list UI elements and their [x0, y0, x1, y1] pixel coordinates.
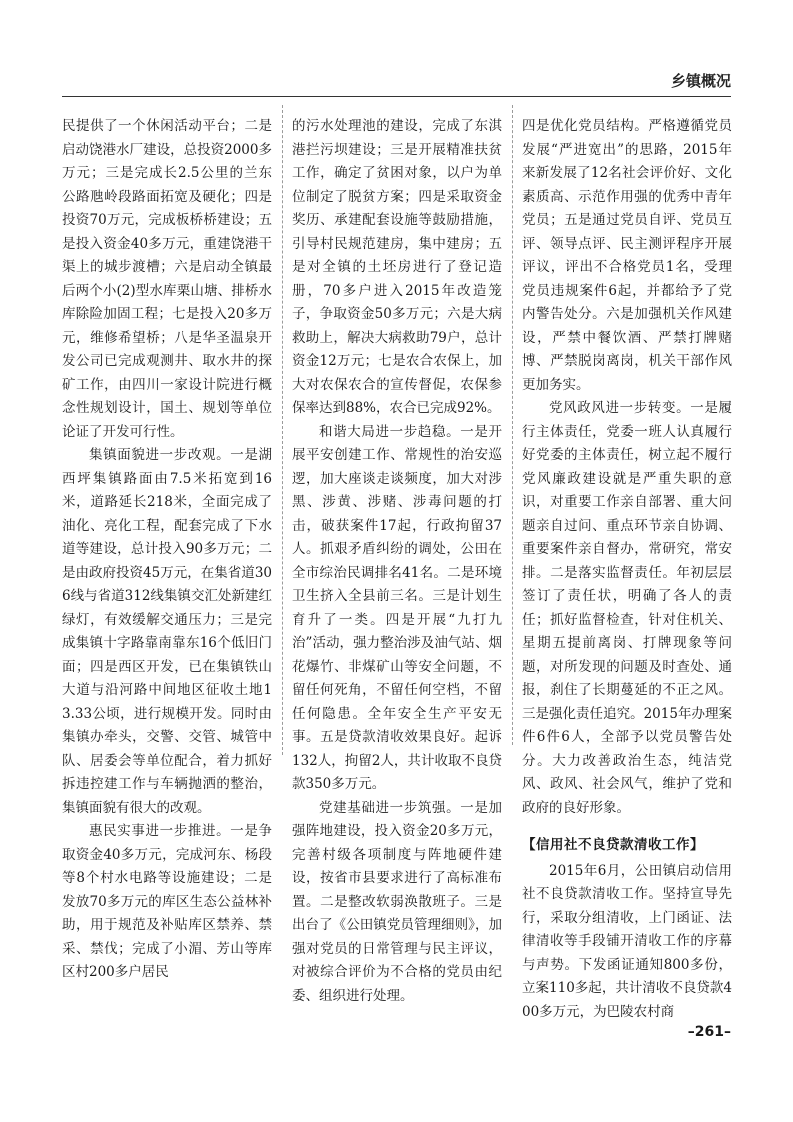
paragraph: 民提供了一个休闲活动平台；二是启动饶港水厂建设，总投资2000多万元；三是完成长2.5公里的兰东公路虺岭段路面拓宽及硬化；四是投资70万元，完成板桥桥建设；五是投入资金40多万元，重建饶港干渠上的城步渡槽；六是启动全镇最后两个小(2)型水库栗山塘、排桥水库除险加固工程；七是投入20多万元，维修希望桥；八是华圣温泉开发公司已完成观测井、取水井的探矿工作，由四川一家设计院进行概念性规划设计，国土、规划等单位论证了开发可行性。: [62, 118, 272, 440]
section-heading: 【信用社不良贷款清收工作】: [522, 837, 704, 853]
column-divider-2: [512, 105, 513, 745]
paragraph: 和谐大局进一步趋稳。一是开展平安创建工作、常规性的治安巡逻，加大座谈走谈频度，加大对涉黑、涉黄、涉赌、涉毒问题的打击，破获案件17起，行政拘留37人。抓艰矛盾纠纷的调处，公田在全市综治民调排名41名。二是环境卫生挤入全县前三名。三是计划生育升了一类。四是开展“九打九治”活动，强力整治涉及油气站、烟花爆竹、非煤矿山等安全问题，不留任何死角，不留任何空档，不留任何隐患。全年安全生产平安无事。五是贷款清收效果良好。起诉132人，拘留2人，共计收取不良贷款350多万元。: [292, 423, 502, 792]
column-divider-1: [282, 105, 283, 755]
paragraph: 党建基础进一步筑强。一是加强阵地建设，投入资金20多万元，完善村级各项制度与阵地硬件建设，按省市县要求进行了高标准布置。二是整改软弱涣散班子。三是出台了《公田镇党员管理细则》，加强对党员的日常管理与民主评议，对被综合评价为不合格的党员由纪委、组织进行处理。: [292, 799, 502, 1004]
page-number: –261–: [687, 1024, 731, 1040]
text-column-1: [62, 115, 272, 985]
text-column-2: [292, 115, 502, 1008]
paragraph: 2015年6月，公田镇启动信用社不良贷款清收工作。坚持宣导先行，采取分组清收，上门函证、法律清收等手段铺开清收工作的序幕与声势。下发函证通知800多份，立案110多起，共计清收不良贷款400多万元，为巴陵农村商: [522, 862, 732, 1020]
paragraph: 的污水处理池的建设，完成了东淇港拦污坝建设；三是开展精准扶贫工作，确定了贫困对象，以户为单位制定了脱贫方案；四是采取资金奖历、承建配套设施等鼓励措施，引导村民规范建房，集中建房；五是对全镇的土坯房进行了登记造册，70多户进入2015年改造笼子，争取资金50多万元；六是大病救助上，解决大病救助79户，总计资金12万元；七是农合农保上，加大对农保农合的宣传督促，农保参保率达到88%，农合已完成92%。: [292, 118, 502, 416]
page-header-title: 乡镇概况: [670, 72, 731, 90]
paragraph: 四是优化党员结构。严格遵循党员发展“严进宽出”的思路，2015年来新发展了12名社会评价好、文化素质高、示范作用强的优秀中青年党员；五是通过党员自评、党员互评、领导点评、民主测评程序开展评议，评出不合格党员1名，受理党员违规案件6起，并都给予了党内警告处分。六是加强机关作风建设，严禁中餐饮酒、严禁打牌赌博、严禁脱岗离岗，机关干部作风更加务实。: [522, 118, 732, 393]
paragraph: 集镇面貌进一步改观。一是湖西坪集镇路面由7.5米拓宽到16米，道路延长218米，全面完成了油化、亮化工程，配套完成了下水道等建设，总计投入90多万元；二是由政府投资45万元，在集省道306线与省道312线集镇交汇处新建红绿灯，有效缓解交通压力；三是完成集镇十字路靠南靠东16个低旧门面；四是西区开发，已在集镇铁山大道与沿河路中间地区征收土地13.33公顷，进行规模开发。同时由集镇办牵头，交警、交管、城管中队、居委会等单位配合，着力抓好拆违控建工作与车辆抛洒的整治，集镇面貌有很大的改观。: [62, 447, 272, 816]
text-column-3: [522, 115, 732, 1024]
paragraph: 党风政风进一步转变。一是履行主体责任，党委一班人认真履行好党委的主体责任，树立起不履行党风廉政建设就是严重失职的意识，对重要工作亲自部署、重大问题亲自过问、重点环节亲自协调、重要案件亲自督办，常研究，常安排。二是落实监督责任。年初层层签订了责任状，明确了各人的责任；抓好监督检查，针对住机关、星期五提前离岗、打牌现象等问题，对所发现的问题及时查处、通报，刹住了长期蔓延的不正之风。三是强化责任追究。2015年办理案件6件6人，全部予以党员警告处分。大力改善政治生态，纯洁党风、政风、社会风气，维护了党和政府的良好形象。: [522, 400, 732, 816]
header-divider: [62, 96, 731, 97]
paragraph: 惠民实事进一步推进。一是争取资金40多万元，完成河东、杨段等8个村水电路等设施建设；二是发放70多万元的库区生态公益林补助，用于规范及补贴库区禁养、禁采、禁伐；完成了小湄、芳山等库区村200多户居民: [62, 823, 272, 980]
